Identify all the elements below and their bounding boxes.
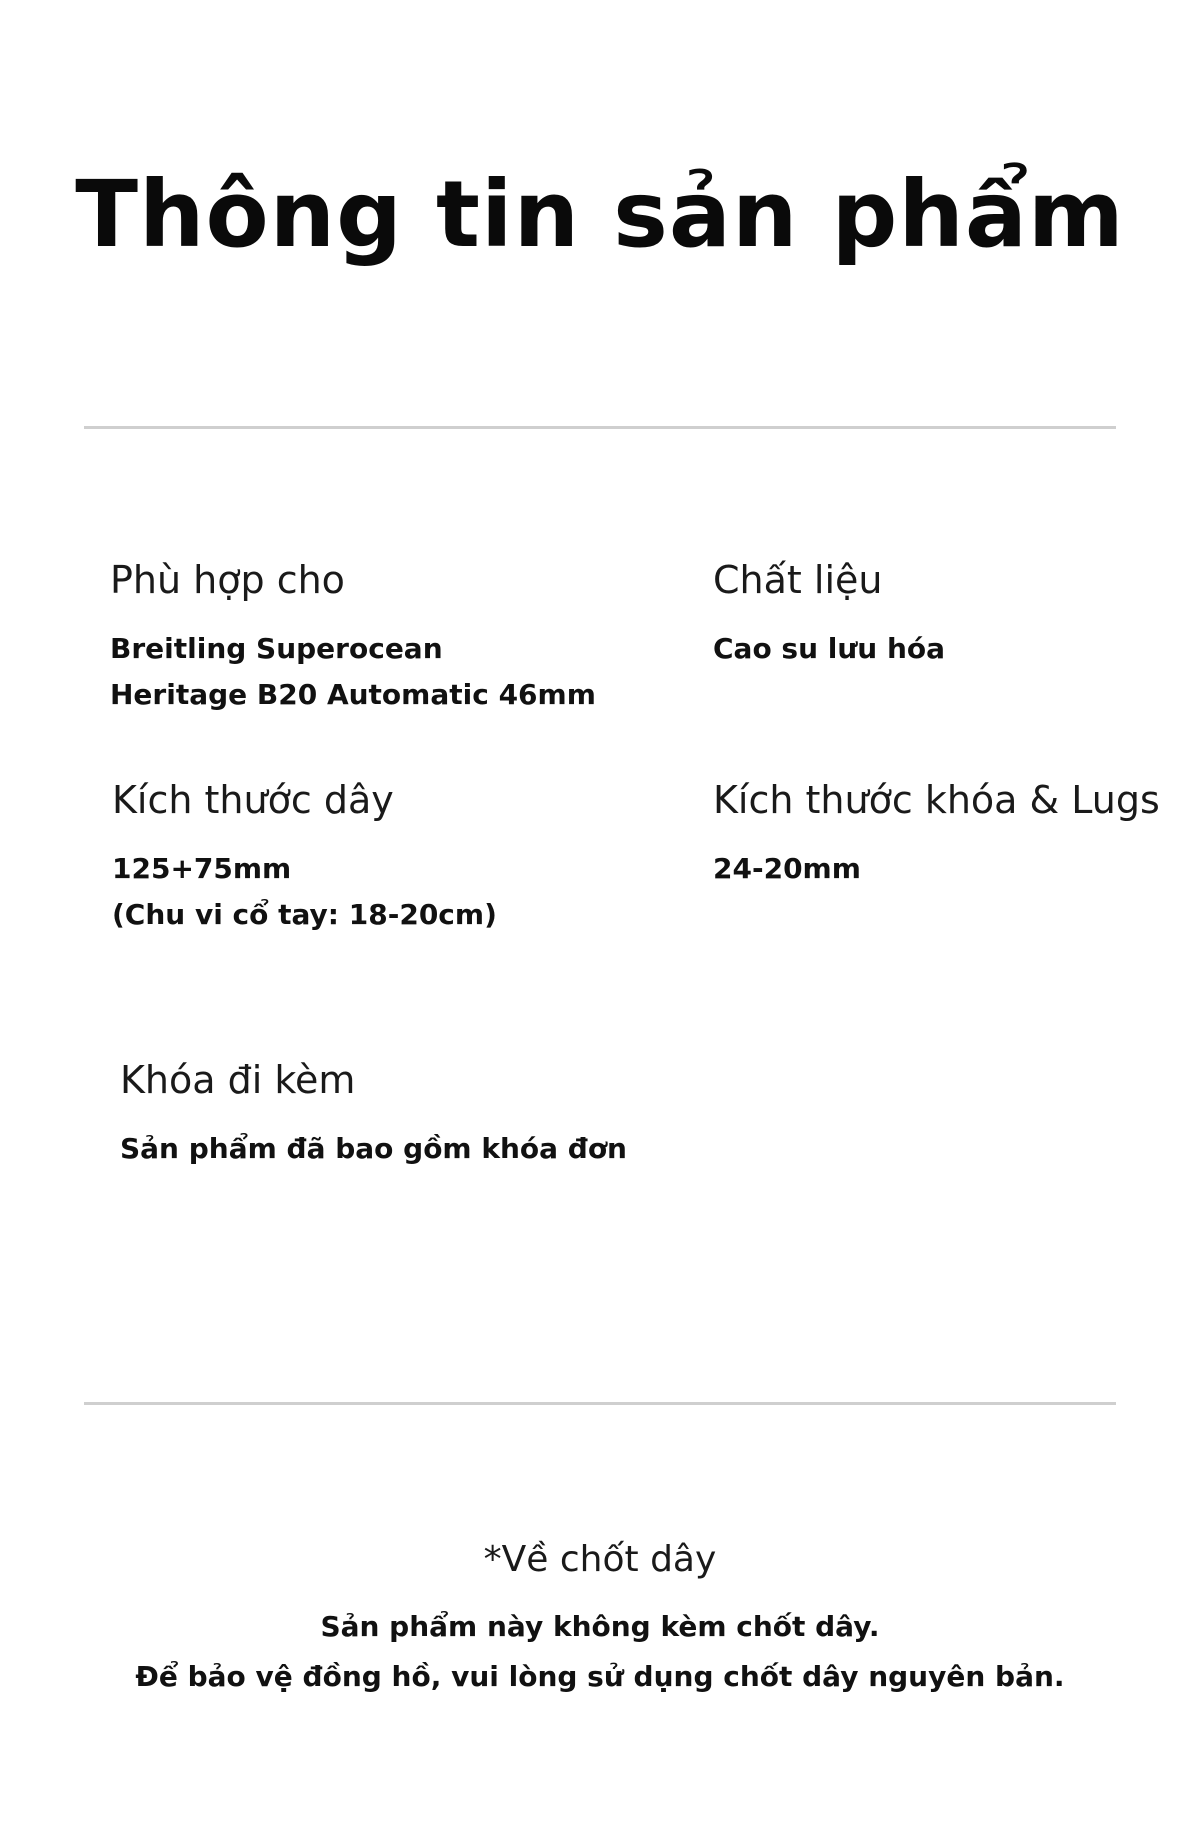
spec-value	[713, 626, 945, 672]
spec-value-line: Sản phẩm đã bao gồm khóa đơn	[120, 1132, 627, 1165]
spec-value	[120, 1126, 627, 1172]
spec-value-line: Heritage B20 Automatic 46mm	[110, 678, 596, 711]
spec-label: Kích thước khóa & Lugs	[713, 778, 1160, 822]
spec-material	[713, 556, 945, 672]
divider-bottom	[84, 1402, 1116, 1405]
spec-value-line: Cao su lưu hóa	[713, 632, 946, 665]
spec-label: Khóa đi kèm	[120, 1058, 356, 1102]
spec-label: Chất liệu	[713, 558, 883, 602]
spec-value-line: Breitling Superocean	[110, 632, 443, 665]
spec-value	[713, 846, 1160, 892]
spec-value-line: 24-20mm	[713, 852, 861, 885]
note-line: Để bảo vệ đồng hồ, vui lòng sử dụng chốt dây nguyên bản.	[135, 1660, 1065, 1693]
note-line: Sản phẩm này không kèm chốt dây.	[320, 1610, 880, 1643]
spec-value-line: 125+75mm	[112, 852, 292, 885]
spec-label: Kích thước dây	[112, 778, 394, 822]
spec-value-line: (Chu vi cổ tay: 18-20cm)	[112, 898, 497, 931]
spec-value	[112, 846, 497, 938]
spec-label: Phù hợp cho	[110, 558, 345, 602]
page-title: Thông tin sản phẩm	[75, 161, 1125, 268]
spec-strap-size	[112, 776, 497, 938]
spec-compatible-with	[110, 556, 596, 718]
note-text	[0, 1602, 1200, 1702]
spec-buckle-lugs-size	[713, 776, 1160, 892]
spring-bar-note	[0, 1536, 1200, 1702]
divider-top	[84, 426, 1116, 429]
note-label: *Về chốt dây	[483, 1539, 717, 1580]
spec-buckle-included	[120, 1056, 627, 1172]
spec-value	[110, 626, 596, 718]
